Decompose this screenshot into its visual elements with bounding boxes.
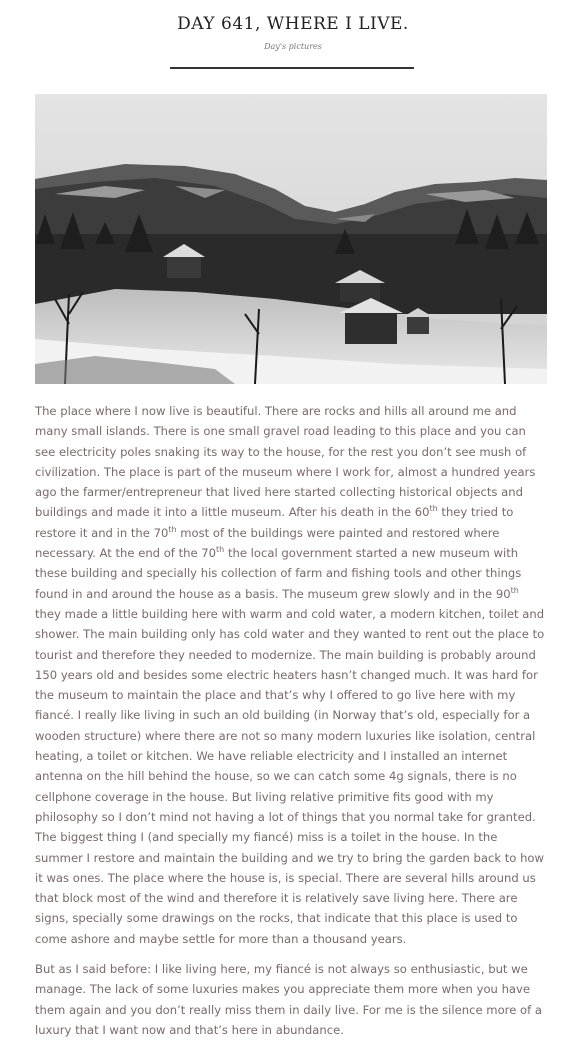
header-divider xyxy=(170,67,414,69)
superscript: th xyxy=(216,545,225,555)
post-paragraph: But as I said before: I like living here, my fiancé is not always so enthusiastic, but we manage. The lack of some luxuries makes you appreciate them more when you have them again and you don’t really miss them in daily live. For me is the silence more of a luxury that I want now and that’s here in abundance. xyxy=(35,962,542,1037)
post-header xyxy=(0,14,586,51)
post-category-link[interactable]: Day's pictures xyxy=(264,42,322,51)
superscript: th xyxy=(168,524,177,534)
paragraph-text: the local government started a new museum with these building and specially his collection of farm and fishing tools and other things found in and around the house as a basis. The museum grew slowly and in the 90 xyxy=(35,546,522,601)
paragraph-text: they tried to restore it and in the 70 xyxy=(35,505,514,540)
paragraph-text: most of the buildings were painted and restored where necessary. At the end of the 70 xyxy=(35,525,500,561)
post-paragraph xyxy=(35,401,547,949)
paragraph-text: they made a little building here with warm and cold water, a modern kitchen, toilet and shower. The main building only has cold water and they wanted to rent out the place to tourist and therefore they needed to modernize. The main building is probably around 150 years old and besides some electric heaters hasn’t changed much. It was hard for the museum to maintain the place and that’s why I offered to go live here with my fiancé. I really like living in such an old building (in Norway that’s old, especially for a wooden structure) where there are not so many modern luxuries like isolation, central heating, a toilet or kitchen. We have reliable electricity and I installed an internet antenna on the hill behind the house, so we can catch some 4g signals, there is no cellphone coverage in the house. But living relative primitive fits good with my philosophy so I don’t mind not having a lot of things that you normal take for granted. The biggest thing I (and specially my fiancé) miss is a toilet in the house. In the summer I restore and maintain the building and we try to bring the garden back to how it was ones. The place where the house is, is special. There are several hills around us that block most of the wind and therefore it is relatively save living here. There are signs, specially some drawings on the rocks, that indicate that this place is used to come ashore and maybe settle for more than a thousand years. xyxy=(35,606,545,946)
landscape-photo xyxy=(35,94,547,384)
post-title: DAY 641, WHERE I LIVE. xyxy=(177,14,409,34)
superscript: th xyxy=(510,585,519,595)
landscape-photo-icon xyxy=(35,94,547,384)
post-body xyxy=(35,401,547,1050)
paragraph-text: The place where I now live is beautiful. There are rocks and hills all around me and many small islands. There is one small gravel road leading to this place and you can see electricity poles snaking its way to the house, for the rest you don’t see mush of civilization. The place is part of the museum where I work for, almost a hundred years ago the farmer/entrepreneur that lived here started collecting historical objects and buildings and made it into a little museum. After his death in the 60 xyxy=(35,404,536,520)
superscript: th xyxy=(429,504,438,514)
